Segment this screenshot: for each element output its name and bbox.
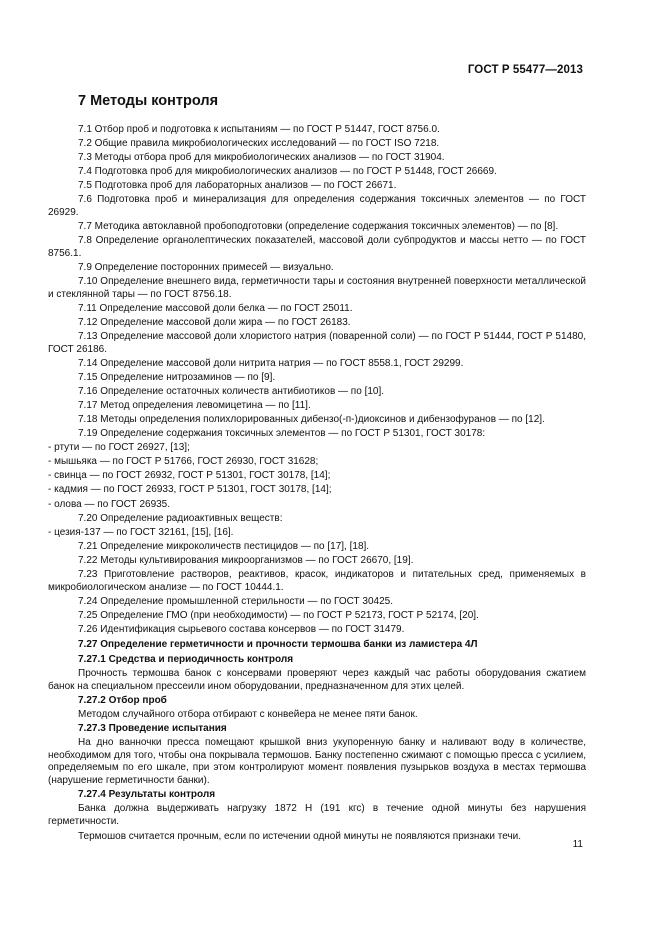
clause-7-26: 7.26 Идентификация сырьевого состава консервов — по ГОСТ 31479. xyxy=(78,623,405,635)
clause-7-27-4-heading: 7.27.4 Результаты контроля xyxy=(78,789,216,800)
clause-7-27-1-text: Прочность термошва банок с консервами проверяют через каждый час работы оборудования сжатием банок на специальном прессеили ином оборудовании, предназначенном для этих целей. xyxy=(48,668,586,692)
document-code-header: ГОСТ Р 55477—2013 xyxy=(467,64,583,76)
document-body xyxy=(48,124,586,845)
clause-7-22: 7.22 Методы культивирования микроорганизмов — по ГОСТ 26670, [19]. xyxy=(78,554,414,566)
toxic-list-item: - свинца — по ГОСТ 26932, ГОСТ Р 51301, ГОСТ 30178, [14]; xyxy=(48,470,331,482)
clause-7-27-3-text: На дно ванночки пресса помещают крышкой вниз укупоренную банку и наливают воду в количестве, необходимом для того, чтобы она покрывала термошов. Банку постепенно сжимают с помощью пресса с усилием, определяемым по его шкале, при этом контролируют момент появления пузырьков воздуха в местах термошва (нарушение герметичности банки). xyxy=(48,737,586,786)
clause-7-27-1-heading: 7.27.1 Средства и периодичность контроля xyxy=(78,654,294,666)
clause-7-8: 7.8 Определение органолептических показателей, массовой доли субпродуктов и массы нетто — по ГОСТ 8756.1. xyxy=(48,235,586,259)
clause-7-9: 7.9 Определение посторонних примесей — визуально. xyxy=(78,261,334,273)
clause-7-27-4-text: Банка должна выдерживать нагрузку 1872 Н (191 кгс) в течение одной минуты без нарушения герметичности. xyxy=(48,803,586,827)
clause-7-18: 7.18 Методы определения полихлорированных дибензо(-п-)диоксинов и дибензофуранов — по [12]. xyxy=(78,413,545,425)
clause-7-10: 7.10 Определение внешнего вида, герметичности тары и состояния внутренней поверхности металлической и стеклянной тары — по ГОСТ 8756.18. xyxy=(48,276,586,300)
page-number: 11 xyxy=(572,839,583,850)
clause-7-2: 7.2 Общие правила микробиологических исследований — по ГОСТ ISO 7218. xyxy=(78,138,440,150)
clause-7-11: 7.11 Определение массовой доли белка — по ГОСТ 25011. xyxy=(78,302,353,314)
clause-7-13: 7.13 Определение массовой доли хлористого натрия (поваренной соли) — по ГОСТ Р 51444, ГОСТ Р 51480, ГОСТ 26186. xyxy=(48,330,586,355)
clause-7-24: 7.24 Определение промышленной стерильности — по ГОСТ 30425. xyxy=(78,595,394,607)
clause-7-12: 7.12 Определение массовой доли жира — по ГОСТ 26183. xyxy=(78,316,351,328)
clause-7-5: 7.5 Подготовка проб для лабораторных анализов — по ГОСТ 26671. xyxy=(78,180,397,192)
clause-7-27-2-heading: 7.27.2 Отбор проб xyxy=(78,694,167,706)
clause-7-19: 7.19 Определение содержания токсичных элементов — по ГОСТ Р 51301, ГОСТ 30178: xyxy=(78,428,486,440)
clause-7-3: 7.3 Методы отбора проб для микробиологических анализов — по ГОСТ 31904. xyxy=(78,152,445,164)
clause-7-1: 7.1 Отбор проб и подготовка к испытаниям — по ГОСТ Р 51447, ГОСТ 8756.0. xyxy=(78,124,440,135)
clause-7-27-4-conclusion: Термошов считается прочным, если по истечении одной минуты не появляются признаки течи. xyxy=(78,830,522,842)
clause-7-23: 7.23 Приготовление растворов, реактивов, красок, индикаторов и питательных сред, применяемых в микробиологическом анализе — по ГОСТ 10444.1. xyxy=(48,569,586,593)
clause-7-6: 7.6 Подготовка проб и минерализация для определения содержания токсичных элементов — по ГОСТ 26929. xyxy=(48,194,586,219)
clause-7-4: 7.4 Подготовка проб для микробиологических анализов — по ГОСТ Р 51448, ГОСТ 26669. xyxy=(78,166,497,178)
clause-7-15: 7.15 Определение нитрозаминов — по [9]. xyxy=(78,371,276,383)
cesium-item: - цезия-137 — по ГОСТ 32161, [15], [16]. xyxy=(48,526,234,538)
clause-7-17: 7.17 Метод определения левомицетина — по [11]. xyxy=(78,399,311,411)
toxic-list-item: - ртути — по ГОСТ 26927, [13]; xyxy=(48,442,190,454)
clause-7-25: 7.25 Определение ГМО (при необходимости) — по ГОСТ Р 52173, ГОСТ Р 52174, [20]. xyxy=(78,609,479,621)
clause-7-16: 7.16 Определение остаточных количеств антибиотиков — по [10]. xyxy=(78,385,385,397)
clause-7-21: 7.21 Определение микроколичеств пестицидов — по [17], [18]. xyxy=(78,540,370,552)
clause-7-27-3-heading: 7.27.3 Проведение испытания xyxy=(78,723,227,735)
clause-7-7: 7.7 Методика автоклавной пробоподготовки (определение содержания токсичных элементов) — по [8]. xyxy=(78,221,559,233)
section-title: 7 Методы контроля xyxy=(78,93,219,109)
clause-7-27-2-text: Методом случайного отбора отбирают с конвейера не менее пяти банок. xyxy=(78,708,418,720)
toxic-list-item: - кадмия — по ГОСТ 26933, ГОСТ Р 51301, ГОСТ 30178, [14]; xyxy=(48,484,332,496)
clause-7-27-heading: 7.27 Определение герметичности и прочности термошва банки из ламистера 4Л xyxy=(78,638,478,650)
toxic-list-item: - мышьяка — по ГОСТ Р 51766, ГОСТ 26930, ГОСТ 31628; xyxy=(48,456,319,468)
clause-7-14: 7.14 Определение массовой доли нитрита натрия — по ГОСТ 8558.1, ГОСТ 29299. xyxy=(78,357,464,369)
clause-7-20: 7.20 Определение радиоактивных веществ: xyxy=(78,512,283,524)
toxic-list-item: - олова — по ГОСТ 26935. xyxy=(48,498,171,510)
